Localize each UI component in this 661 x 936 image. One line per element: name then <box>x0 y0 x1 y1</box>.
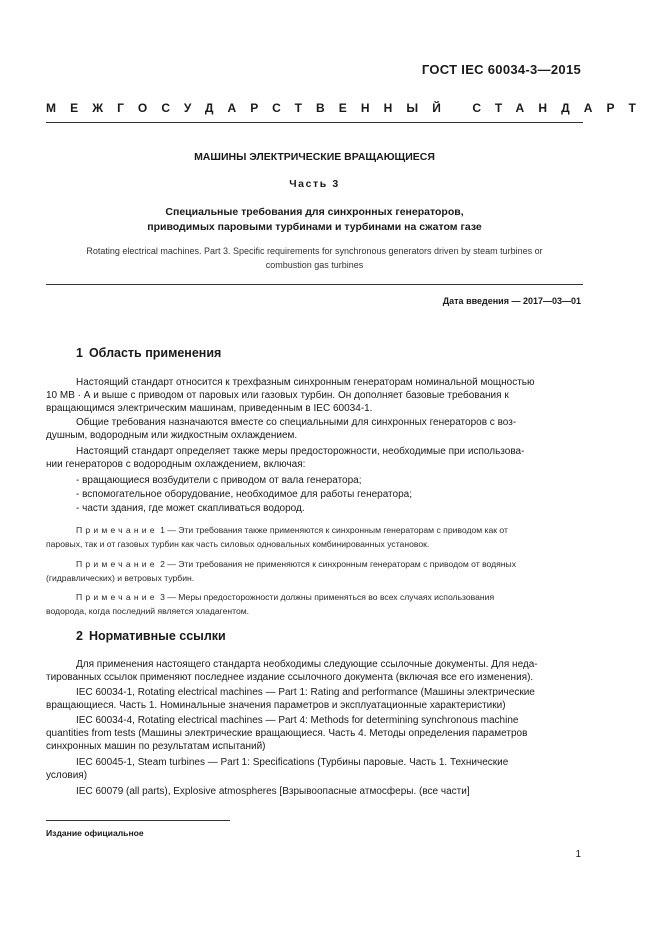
subtitle <box>46 205 583 235</box>
date-of-introduction: Дата введения — 2017—03—01 <box>442 296 581 306</box>
reference-item: IEC 60034-4, Rotating electrical machines — Part 4: Methods for determining synchronous machine quantities from tests (Машины электрические вращающиеся. Часть 4. Методы определения параметров синхронных машин по результатам испытаний) <box>46 715 528 753</box>
reference-item: IEC 60079 (all parts), Explosive atmospheres [Взрывоопасные атмосферы. (все части] <box>76 786 470 797</box>
english-title-line-1: Rotating electrical machines. Part 3. Specific requirements for synchronous generators driven by steam turbines or <box>86 246 543 256</box>
section-title: Область применения <box>88 346 222 360</box>
references-intro: Для применения настоящего стандарта необходимы следующие ссылочные документы. Для недa- тированных ссылок применяют последнее издание ссылочного документа (включая все его изменения). <box>46 659 538 684</box>
english-title <box>46 244 583 272</box>
list-item: - вспомогательное оборудование, необходимое для работы генератора; <box>76 489 412 500</box>
note-label: Примечание <box>76 559 158 569</box>
reference-item: IEC 60034-1, Rotating electrical machines — Part 1: Rating and performance (Машины электрические вращающиеся. Часть 1. Номинальные значения параметров и эксплуатационные характеристики) <box>46 687 535 712</box>
scope-paragraph-3: Настоящий стандарт определяет также меры предосторожности, необходимые при использова- нии генераторов с водородным охлаждением, включая: <box>46 446 525 471</box>
scope-paragraph-2: Общие требования назначаются вместе со специальными для синхронных генераторов с воз- душным, водородным или жидкостным охлаждением. <box>46 417 517 442</box>
subtitle-line-2: приводимых паровыми турбинами и турбинами на сжатом газе <box>147 221 482 233</box>
english-title-line-2: combustion gas turbines <box>265 260 364 270</box>
interstate-standard-banner: МЕЖГОСУДАРСТВЕННЫЙ СТАНДАРТ <box>46 101 650 115</box>
subtitle-line-1: Специальные требования для синхронных генераторов, <box>165 206 464 218</box>
header-rule <box>46 122 583 123</box>
section-number: 1 <box>76 346 83 360</box>
reference-item: IEC 60045-1, Steam turbines — Part 1: Specifications (Турбины паровые. Часть 1. Технические условия) <box>46 757 509 782</box>
part-label: Часть 3 <box>289 178 340 190</box>
note-1: Примечание 1 — Эти требования также применяются к синхронным генераторам с приводом как от паровых, так и от газовых турбин как часть силовых одновальных комбинированных установок. <box>46 525 508 549</box>
scope-paragraph-1: Настоящий стандарт относится к трехфазным синхронным генераторам номинальной мощностью 10 МВ · А и выше с приводом от паровых или газовых турбин. Он дополняет базовые требования к вращающимся электрическим машинам, приведенным в IEC 60034-1. <box>46 377 535 415</box>
section-1-heading <box>76 346 221 360</box>
gost-code: ГОСТ IEC 60034-3—2015 <box>421 62 581 77</box>
note-label: Примечание <box>76 592 158 602</box>
page-number: 1 <box>575 849 581 860</box>
note-label: Примечание <box>76 525 158 535</box>
list-item: - части здания, где может скапливаться водород. <box>76 503 305 514</box>
section-title: Нормативные ссылки <box>88 629 226 643</box>
footer-rule <box>46 820 230 821</box>
note-2: Примечание 2 — Эти требования не применяются к синхронным генераторам с приводом от водяных (гидравлических) и ветровых турбин. <box>46 559 517 583</box>
title-rule <box>46 284 583 285</box>
official-edition-label: Издание официальное <box>46 828 144 838</box>
note-3: Примечание 3 — Меры предосторожности должны применяться во всех случаях использования водорода, когда последний является хладагентом. <box>46 592 495 616</box>
main-title: МАШИНЫ ЭЛЕКТРИЧЕСКИЕ ВРАЩАЮЩИЕСЯ <box>194 151 435 163</box>
section-number: 2 <box>76 629 83 643</box>
list-item: - вращающиеся возбудители с приводом от вала генератора; <box>76 475 362 486</box>
section-2-heading <box>76 629 226 643</box>
